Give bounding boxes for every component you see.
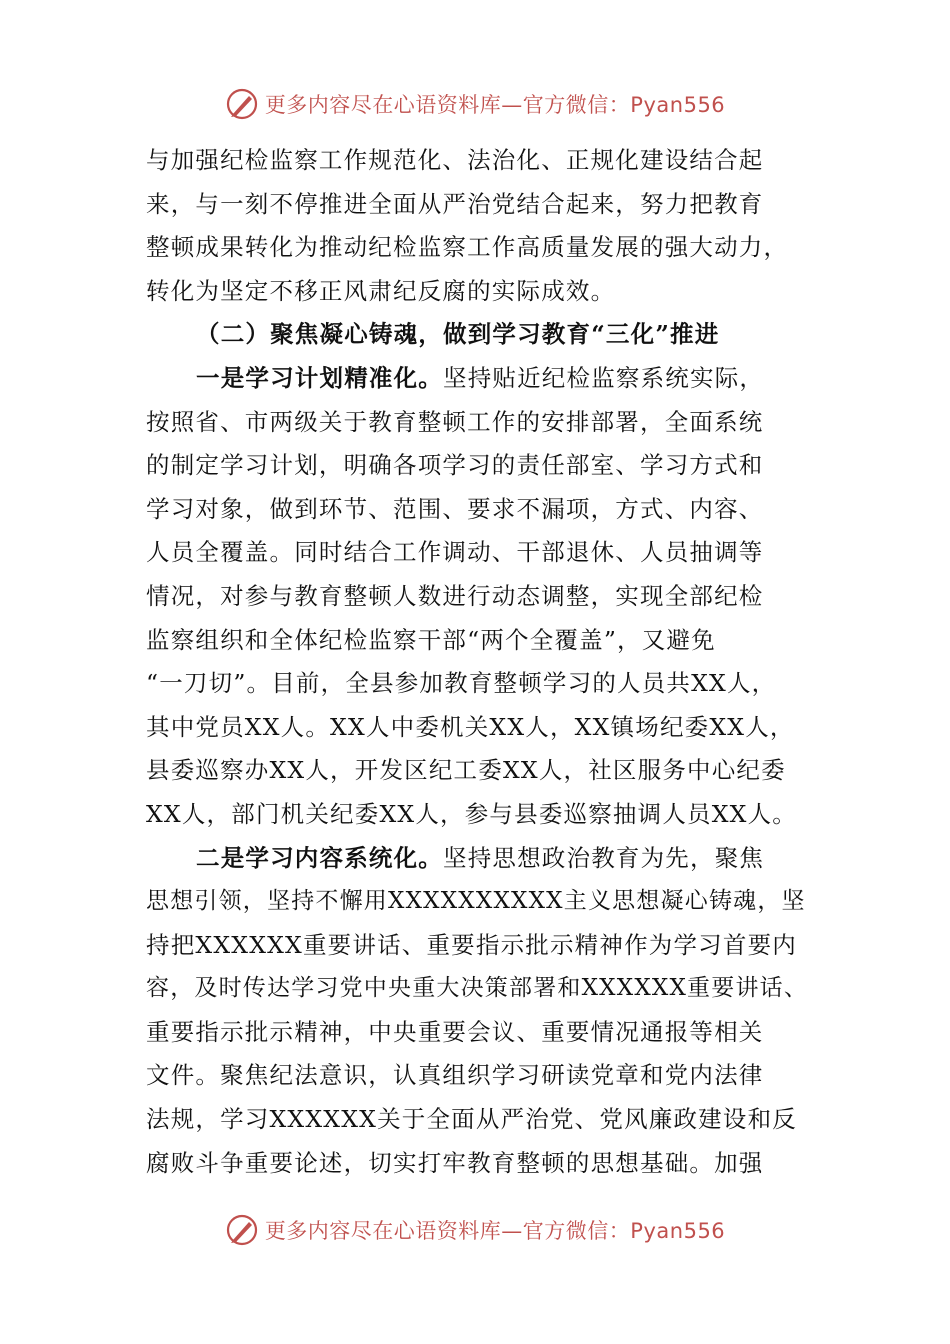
text-line: 人员全覆盖。同时结合工作调动、干部退休、人员抽调等 [146,538,764,567]
text-line: 文件。聚焦纪法意识，认真组织学习研读党章和党内法律 [146,1061,764,1090]
text-line: 法规，学习XXXXXX关于全面从严治党、党风廉政建设和反 [146,1105,797,1134]
watermark-text: 更多内容尽在心语资料库—官方微信：Pyan556 [264,93,726,117]
document-body [146,139,816,1185]
header-watermark [0,84,950,124]
text-line: 容，及时传达学习党中央重大决策部署和XXXXXX重要讲话、 [146,975,809,1002]
text-line: 情况，对参与教育整顿人数进行动态调整，实现全部纪检 [146,581,764,610]
paragraph-lead: 一是学习计划精准化。 [196,363,443,392]
text-run: 坚持思想政治教育为先，聚焦 [443,843,765,872]
pen-logo-icon [225,1213,259,1247]
text-line: XX人，部门机关纪委XX人，参与县委巡察抽调人员XX人。 [146,799,797,828]
text-line: 腐败斗争重要论述，切实打牢教育整顿的思想基础。加强 [146,1148,764,1177]
text-line: 整顿成果转化为推动纪检监察工作高质量发展的强大动力， [146,233,789,262]
pen-logo-icon [225,87,259,121]
text-line: 重要指示批示精神，中央重要会议、重要情况通报等相关 [146,1017,764,1046]
text-line [146,837,816,881]
text-line: 其中党员XX人。XX人中委机关XX人，XX镇场纪委XX人， [146,712,795,741]
text-line: “一刀切”。目前，全县参加教育整顿学习的人员共XX人， [146,669,777,698]
text-line: 的制定学习计划，明确各项学习的责任部室、学习方式和 [146,451,764,480]
text-line: 持把XXXXXX重要讲话、重要指示批示精神作为学习首要内 [146,930,797,959]
text-line: 监察组织和全体纪检监察干部“两个全覆盖”，又避免 [146,625,716,654]
text-line: 来，与一刻不停推进全面从严治党结合起来，努力把教育 [146,189,764,218]
text-line [146,357,816,401]
text-line: 按照省、市两级关于教育整顿工作的安排部署，全面系统 [146,407,764,436]
paragraph-study-content [146,837,816,1186]
text-run: 坚持贴近纪检监察系统实际， [443,363,765,392]
text-line: 县委巡察办XX人，开发区纪工委XX人，社区服务中心纪委 [146,756,786,785]
text-line: 学习对象，做到环节、范围、要求不漏项，方式、内容、 [146,494,764,523]
text-line: 转化为坚定不移正风肃纪反腐的实际成效。 [146,276,616,305]
paragraph-study-plan [146,357,816,837]
watermark-text: 更多内容尽在心语资料库—官方微信：Pyan556 [264,1219,726,1243]
paragraph-continuation [146,139,816,313]
paragraph-lead: 二是学习内容系统化。 [196,843,443,872]
text-line: 与加强纪检监察工作规范化、法治化、正规化建设结合起 [146,146,764,174]
footer-watermark [0,1210,950,1250]
text-line: 思想引领，坚持不懈用XXXXXXXXXX主义思想凝心铸魂，坚 [146,888,806,915]
section-heading: （二）聚焦凝心铸魂，做到学习教育“三化”推进 [196,320,720,349]
